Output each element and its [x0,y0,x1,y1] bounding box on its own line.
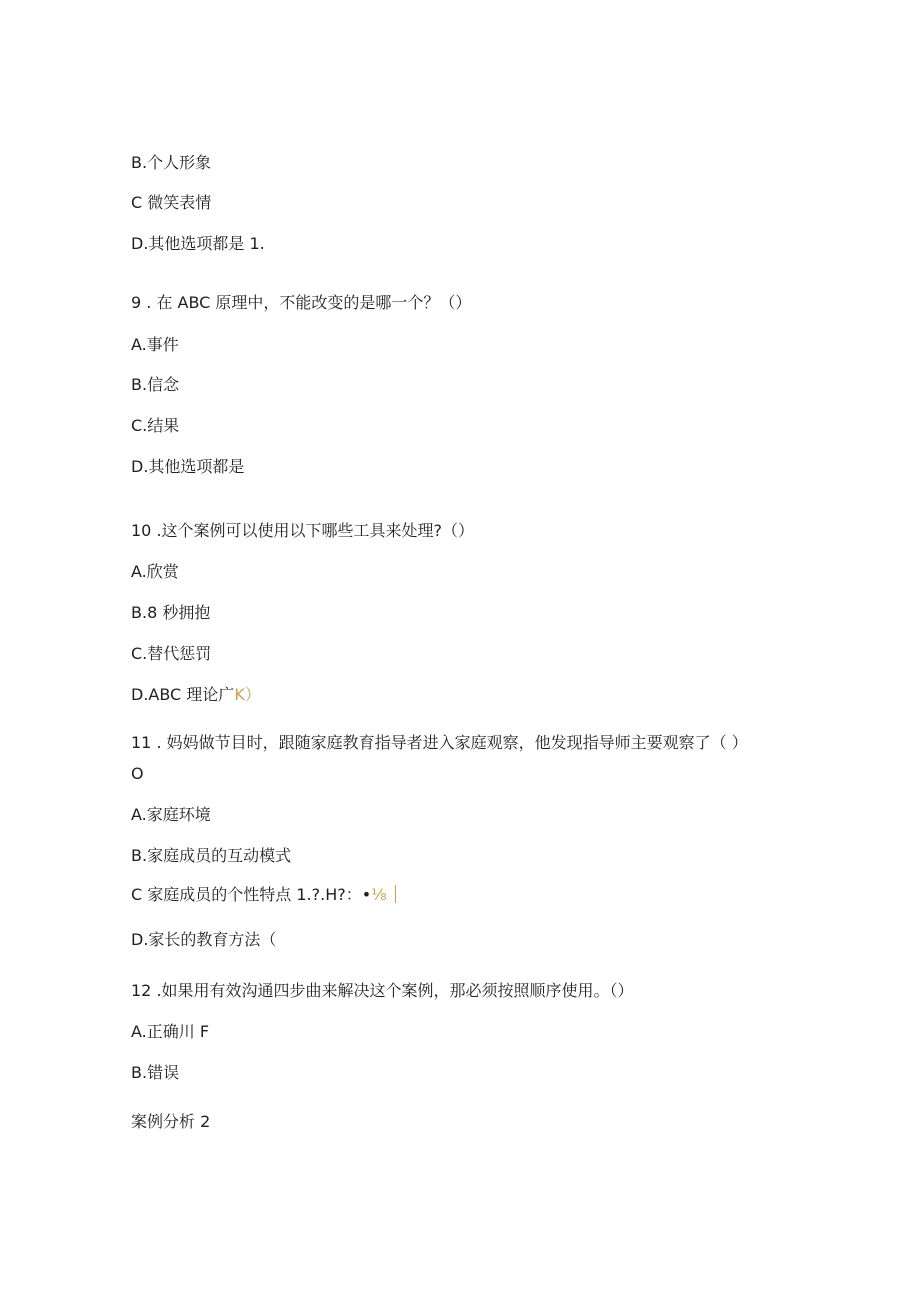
option-10-a: A.欣赏 [131,562,179,581]
section-heading: 案例分析 2 [131,1112,211,1131]
question-11: 11 . 妈妈做节目时，跟随家庭教育指导者进入家庭观察，他发现指导师主要观察了（ ） [131,733,748,752]
option-9-d: D.其他选项都是 [131,457,245,476]
option-11-c-mark: ⅛ [371,885,387,904]
question-12: 12 .如果用有效沟通四步曲来解决这个案例，那必须按照顺序使用。（） [131,981,634,1000]
option-8-d: D.其他选项都是 1. [131,234,265,253]
option-11-c [131,885,396,905]
option-11-d: D.家长的教育方法（ [131,930,277,949]
option-11-c-text: C 家庭成员的个性特点 1.?.H?：• [131,885,372,904]
question-10: 10 .这个案例可以使用以下哪些工具来处理?（） [131,521,475,540]
option-11-a: A.家庭环境 [131,805,211,824]
option-10-d-mark: K） [234,685,261,704]
question-11-continuation: O [131,764,144,783]
option-9-c: C.结果 [131,416,180,435]
option-8-b: B.个人形象 [131,153,212,172]
option-9-b: B.信念 [131,375,180,394]
option-10-c: C.替代惩罚 [131,644,212,663]
option-8-c: C 微笑表情 [131,193,212,212]
option-9-a: A.事件 [131,335,179,354]
option-10-b: B.8 秒拥抱 [131,603,211,622]
option-10-d [131,685,261,705]
question-9: 9 . 在 ABC 原理中，不能改变的是哪一个？（） [131,293,472,312]
option-12-b: B.错误 [131,1063,180,1082]
option-12-a: A.正确川 F [131,1022,210,1041]
option-10-d-text: D.ABC 理论广 [131,685,235,704]
stray-mark [395,885,396,903]
option-11-b: B.家庭成员的互动模式 [131,846,292,865]
